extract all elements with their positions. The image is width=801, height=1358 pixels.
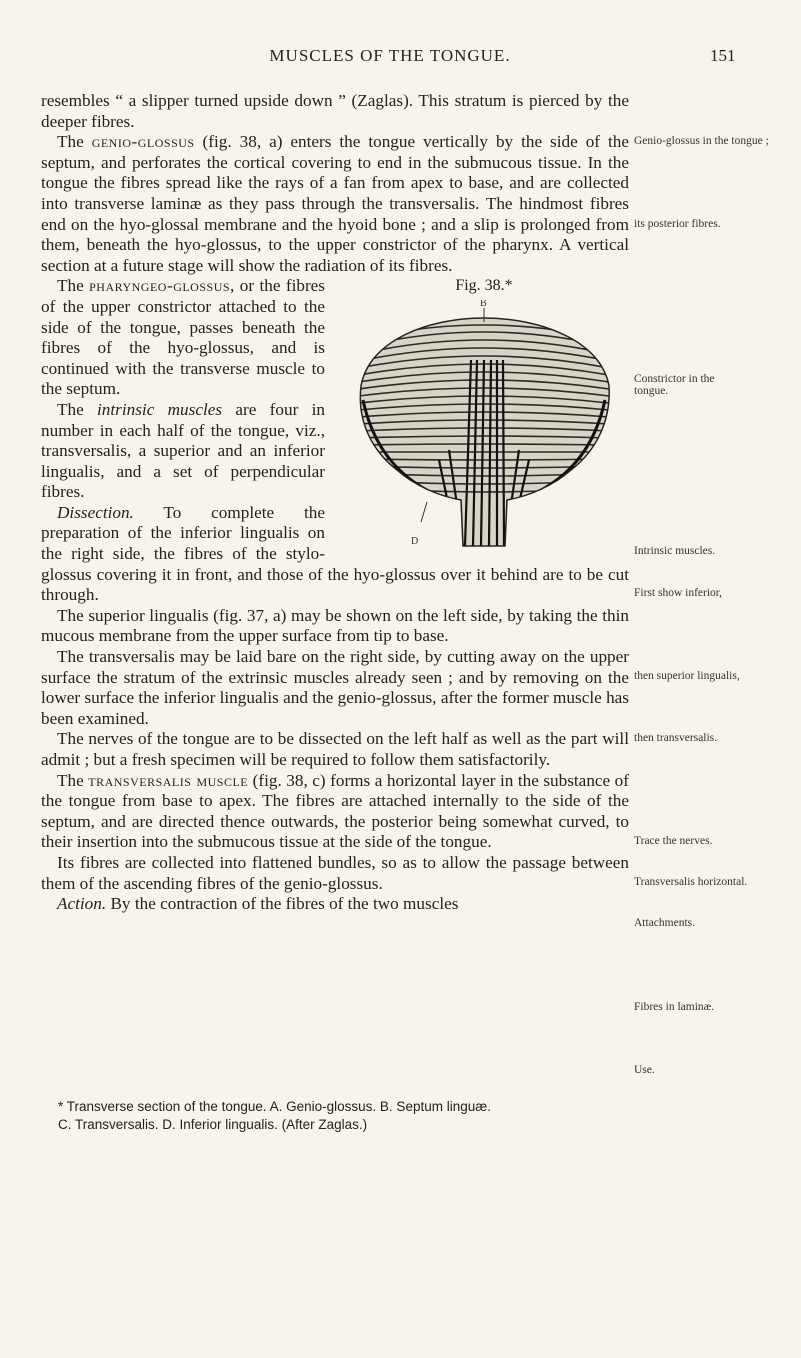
margin-note-use: Use. — [634, 1064, 655, 1076]
paragraph-text: The — [57, 276, 90, 296]
margin-note-genio: Genio-glossus in the tongue ; — [634, 135, 769, 147]
paragraph-text: The — [57, 399, 98, 419]
term-intrinsic: intrinsic muscles — [97, 399, 223, 419]
margin-note-laminae: Fibres in laminæ. — [634, 1001, 715, 1013]
paragraph-text: are four in number in each half of the tongue, viz., transversalis, a superior and an inferior lingualis, and a set of perpendicular fibres. — [41, 399, 325, 502]
figure-label-b: B — [480, 300, 487, 310]
paragraph-genio-glossus — [41, 132, 629, 276]
paragraph-superior-lingualis — [41, 606, 629, 647]
footnote — [58, 1098, 698, 1134]
term-action: Action. — [57, 894, 107, 914]
term-transversalis: transversalis muscle — [88, 770, 249, 790]
paragraph-text: The — [57, 770, 89, 790]
paragraph-text: The superior lingualis (fig. 37, a) may be shown on the left side, by taking the thin mucous membrane from the upper surface from tip to base. — [41, 605, 629, 646]
paragraph-text: (fig. 38, c) forms a horizontal layer in the substance of the tongue from base to apex. The fibres are attached internally to the side of the septum, and are directed thence outwards, the posterior being somewhat curved, to their insertion into the submucous tissue at the side of the tongue. — [41, 770, 629, 852]
paragraph-text: The transversalis may be laid bare on the right side, by cutting away on the upper surface the stratum of the extrinsic muscles already seen ; and by removing on the lower surface the inferior lingualis and the genio-glossus, after the former muscle has been examined. — [41, 647, 629, 728]
paragraph-text: (fig. 38, a) enters the tongue vertically by the side of the septum, and perforates the cortical covering to end in the submucous tissue. In the tongue the fibres spread like the rays of a fan from apex to base, and are collected into transverse laminæ as they pass through the transversalis. The hindmost fibres end on the hyo-glossal membrane and the hyoid bone ; and a slip is prolonged from them, beneath the hyo-glossus, to the upper constrictor of the pharynx. A vertical section at a future stage will show the radiation of its fibres. — [41, 132, 629, 275]
paragraph-nerves — [41, 729, 629, 770]
margin-note-superior: then superior lingualis, — [634, 670, 740, 682]
margin-note-transversalis: then transversalis. — [634, 732, 718, 744]
figure-caption: Fig. 38.* — [455, 277, 513, 295]
paragraph-text: The nerves of the tongue are to be dissected on the left half as well as the part will admit ; but a fresh specimen will be required to follow them satisfactorily. — [41, 729, 629, 769]
figure-38 — [339, 276, 629, 551]
paragraph-text: resembles “ a slipper turned upside down ” (Zaglas). This stratum is pierced by the deeper fibres. — [41, 91, 629, 131]
body-text — [41, 91, 629, 915]
figure-label-d: D — [411, 536, 419, 548]
paragraph-action — [41, 894, 629, 915]
margin-note-attach: Attachments. — [634, 917, 695, 929]
paragraph — [41, 91, 629, 132]
margin-note-intrinsic: Intrinsic muscles. — [634, 545, 716, 557]
margin-note-constrictor: Constrictor in the tongue. — [634, 373, 715, 397]
tongue-section-illustration — [339, 300, 629, 548]
page-header — [0, 46, 801, 72]
paragraph-fibres — [41, 853, 629, 894]
footnote-line-2: C. Transversalis. D. Inferior lingualis. (After Zaglas.) — [58, 1117, 368, 1132]
margin-note-posterior: its posterior fibres. — [634, 218, 721, 230]
paragraph-text: , or the fibres of the upper constrictor attached to the side of the tongue, passes beneath the fibres of the hyo-glossus, and is continued with the transverse muscle to the septum. — [41, 276, 325, 399]
margin-note-transver: Transversalis horizontal. — [634, 876, 748, 888]
paragraph-text: By the contraction of the fibres of the two muscles — [106, 894, 459, 914]
page-number: 151 — [710, 46, 736, 65]
running-title: MUSCLES OF THE TONGUE. — [269, 46, 511, 65]
term-dissection: Dissection. — [57, 502, 134, 522]
margin-note-nerves: Trace the nerves. — [634, 835, 713, 847]
paragraph-transversalis-muscle — [41, 771, 629, 853]
term-pharyngeo-glossus: pharyngeo-glossus — [89, 276, 231, 296]
paragraph-text: Its fibres are collected into flattened bundles, so as to allow the passage between them of the ascending fibres of the genio-glossus. — [41, 852, 629, 893]
margin-note-first-show: First show inferior, — [634, 587, 723, 599]
paragraph-transversalis-bare — [41, 647, 629, 729]
paragraph-text: To complete the preparation of the inferior lingualis on the right side, the fibres of the stylo-glossus covering it in front, and those of the hyo-glossus over it behind are to be cut through. — [41, 502, 629, 605]
footnote-line-1: * Transverse section of the tongue. A. Genio-glossus. B. Septum linguæ. — [58, 1099, 491, 1114]
term-genio-glossus: genio-glossus — [91, 132, 195, 152]
paragraph-text: The — [57, 132, 92, 152]
